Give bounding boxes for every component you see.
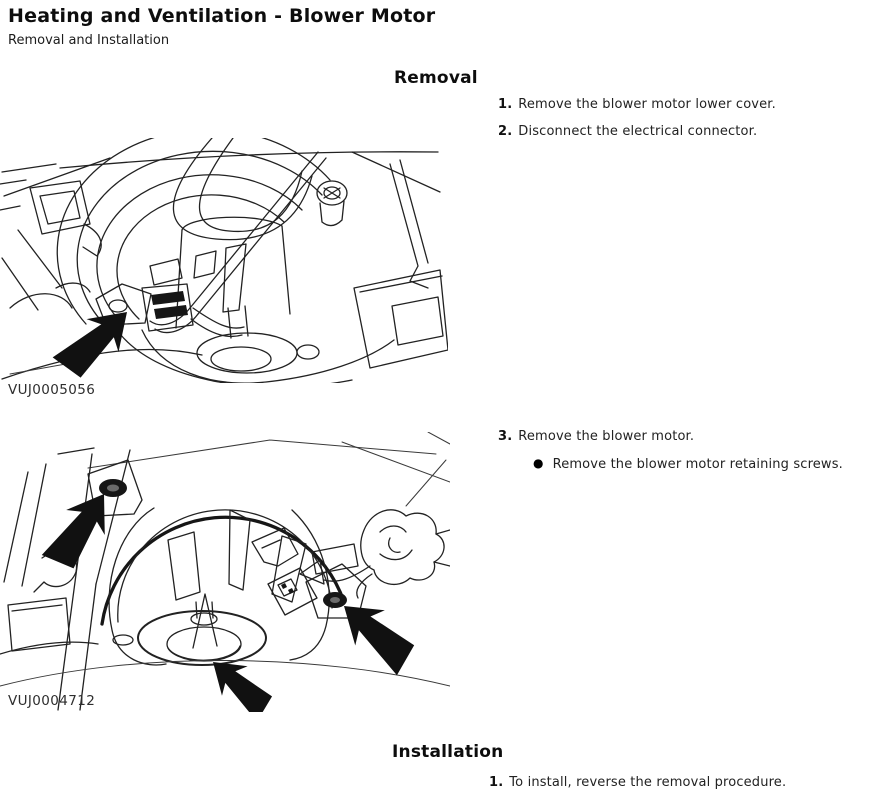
wiring-harness [324,460,450,598]
step-text: Disconnect the electrical connector. [518,124,758,139]
removal-heading: Removal [394,68,478,88]
installation-step-1 [489,775,786,790]
electrical-connector [252,528,317,615]
step-number: 2. [498,124,513,139]
step-number: 1. [489,775,504,790]
callout-arrow-icon [50,295,143,383]
figure-blower-motor-retaining-screws [0,432,450,712]
removal-substep [533,456,843,472]
screw-icon [317,181,347,226]
step-number: 3. [498,429,513,444]
blower-housing-rim [102,510,344,624]
step-number: 1. [498,97,513,112]
callout-arrow-icon [200,647,280,712]
step-text: Remove the blower motor. [518,429,695,444]
figure-blower-motor-connector [0,138,448,383]
blower-housing-rim [57,138,330,324]
motor-body [109,508,358,665]
step-text: Remove the blower motor lower cover. [518,97,776,112]
removal-step-1 [498,97,776,112]
removal-step-3 [498,429,694,444]
removal-step-2 [498,124,757,139]
installation-heading: Installation [392,742,504,762]
step-text: To install, reverse the removal procedure. [509,775,787,790]
page-title: Heating and Ventilation - Blower Motor [8,5,436,27]
bullet-icon: ● [533,456,544,470]
left-bracket [0,180,101,310]
figure-label: VUJ0004712 [8,693,96,709]
substep-text: Remove the blower motor retaining screws. [552,457,843,472]
figure-label: VUJ0005056 [8,382,96,398]
wiring-loop [150,138,326,333]
page-subtitle: Removal and Installation [8,33,170,48]
